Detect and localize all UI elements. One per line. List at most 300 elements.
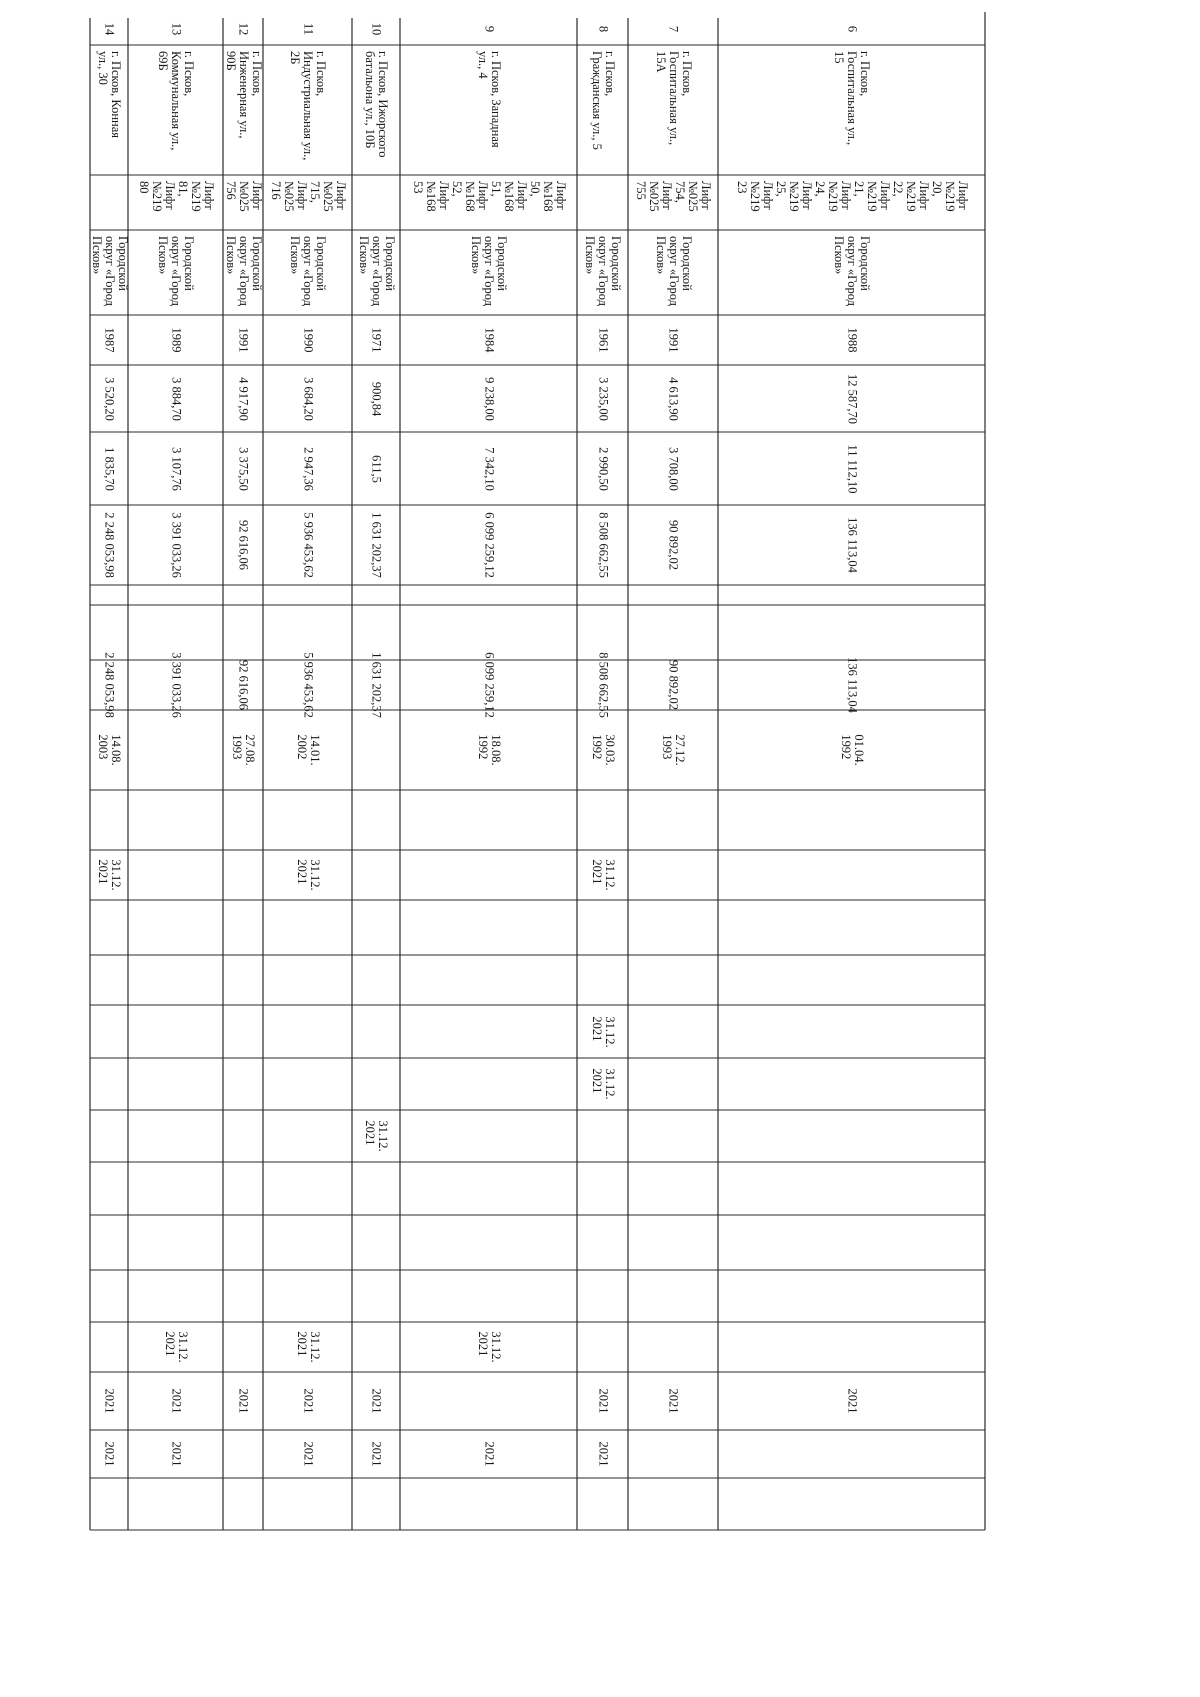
cell-text: Городской округ «Город Псков» — [223, 236, 264, 307]
cell-year_b-8 — [577, 1430, 628, 1478]
cell-text: 1971 — [369, 327, 384, 353]
cell-text: 6 099 259,12 — [482, 512, 496, 578]
cell-c4-10 — [352, 790, 400, 850]
cell-municipality-6 — [718, 230, 985, 315]
cell-text: Лифт №219 81, Лифт №219 80 — [136, 181, 216, 212]
cell-text: 3 684,20 — [301, 376, 315, 421]
cell-date1-8 — [577, 710, 628, 790]
cell-c8-12 — [223, 1058, 263, 1110]
cell-c4-14 — [90, 790, 128, 850]
cell-elevators-14 — [90, 175, 128, 230]
cell-cost-6 — [718, 505, 985, 585]
cell-num-6 — [718, 12, 985, 45]
cell-c12-12 — [223, 1270, 263, 1322]
cell-c2-12 — [223, 605, 263, 660]
cell-elevators-10 — [352, 175, 400, 230]
cell-living_area-9 — [400, 432, 577, 505]
cell-cost2-13 — [128, 652, 223, 718]
cell-c10-6 — [718, 1162, 985, 1215]
cell-year-6 — [718, 315, 985, 365]
cell-c11-7 — [628, 1215, 718, 1270]
cell-year-11 — [263, 315, 352, 365]
cell-c8-10 — [352, 1058, 400, 1110]
cell-date2-13 — [128, 850, 223, 900]
cell-text: г. Псков, Западная ул., 4 — [475, 51, 503, 148]
cell-num-11 — [263, 12, 352, 45]
cell-c12-13 — [128, 1270, 223, 1322]
cell-c5-10 — [352, 900, 400, 955]
cell-text: 31.12. 2021 — [363, 1120, 390, 1152]
cell-c4-12 — [223, 790, 263, 850]
cell-text: 3 107,76 — [169, 446, 183, 491]
cell-address-6 — [718, 45, 985, 175]
cell-text: 31.12. 2021 — [475, 1331, 503, 1363]
cell-c4-9 — [400, 790, 577, 850]
cell-text: 900,84 — [369, 381, 384, 416]
cell-year_b-11 — [263, 1430, 352, 1478]
cell-text: г. Псков, Коммунальная ул., 69Б — [156, 51, 196, 151]
cell-c1-9 — [400, 585, 577, 605]
cell-text: 2 990,50 — [596, 446, 610, 491]
cell-cost2-7 — [628, 660, 718, 710]
cell-living_area-8 — [577, 432, 628, 505]
cell-municipality-10 — [352, 230, 400, 315]
cell-c11-8 — [577, 1215, 628, 1270]
cell-c10-11 — [263, 1162, 352, 1215]
cell-text: 27.12. 1993 — [660, 734, 687, 766]
cell-address-8 — [577, 45, 628, 175]
cell-text: 7 342,10 — [482, 446, 496, 491]
cell-text: г. Псков, Конная ул., 30 — [96, 51, 123, 139]
cell-year_a-13 — [128, 1372, 223, 1430]
cell-text: г. Псков, Инженерная ул., 90Б — [223, 51, 264, 139]
cell-c1-7 — [628, 585, 718, 605]
cell-text: 136 113,04 — [845, 657, 859, 713]
cell-living_area-6 — [718, 432, 985, 505]
cell-text: 2021 — [596, 1441, 610, 1467]
cell-text: 31.12. 2021 — [589, 1015, 617, 1048]
cell-text: 8 — [596, 25, 610, 32]
cell-text: 31.12. 2021 — [162, 1331, 190, 1363]
cell-year_a-12 — [223, 1372, 263, 1430]
cell-c1-14 — [90, 585, 128, 605]
cell-elevators-8 — [577, 175, 628, 230]
cell-living_area-7 — [628, 432, 718, 505]
cell-text: 4 917,90 — [236, 376, 251, 421]
cell-text: 1961 — [596, 327, 610, 353]
cell-year_b-10 — [352, 1430, 400, 1478]
cell-text: Городской округ «Город Псков» — [288, 236, 328, 307]
cell-c6-11 — [263, 955, 352, 1005]
cell-cost2-6 — [718, 657, 985, 713]
cell-text: 2021 — [169, 1388, 183, 1414]
cell-c13-8 — [577, 1322, 628, 1372]
cell-text: 1989 — [169, 327, 183, 353]
cell-text: 2021 — [482, 1441, 496, 1467]
cell-text: 1 631 202,37 — [369, 512, 384, 578]
cell-num-7 — [628, 12, 718, 45]
cell-total_area-10 — [352, 365, 400, 432]
cell-c10-13 — [128, 1162, 223, 1215]
cell-year-7 — [628, 315, 718, 365]
cell-total_area-11 — [263, 365, 352, 432]
cell-c2-6 — [718, 605, 985, 660]
cell-c4-11 — [263, 790, 352, 850]
cell-c12-14 — [90, 1270, 128, 1322]
cell-cost2-12 — [223, 660, 263, 710]
cell-cost-7 — [628, 505, 718, 585]
cell-text: 2021 — [596, 1388, 610, 1414]
cell-cost-9 — [400, 505, 577, 585]
cell-c7-7 — [628, 1005, 718, 1058]
cell-text: 8 508 662,55 — [596, 652, 610, 718]
cell-c9-12 — [223, 1110, 263, 1162]
cell-year_a-6 — [718, 1372, 985, 1430]
cell-cost-12 — [223, 505, 263, 585]
cell-text: 611,5 — [369, 454, 384, 483]
cell-c5-6 — [718, 900, 985, 955]
cell-num-9 — [400, 12, 577, 45]
cell-municipality-9 — [400, 230, 577, 315]
cell-text: 14 — [102, 22, 117, 35]
cell-c1-11 — [263, 585, 352, 605]
cell-c10-8 — [577, 1162, 628, 1215]
cell-year_a-10 — [352, 1372, 400, 1430]
cell-elevators-6 — [718, 175, 985, 230]
cell-year_a-11 — [263, 1372, 352, 1430]
cell-year-10 — [352, 315, 400, 365]
cell-c13-9 — [400, 1322, 577, 1372]
cell-text: 92 616,06 — [236, 520, 251, 570]
cell-c9-8 — [577, 1110, 628, 1162]
cell-text: 2 248 053,98 — [102, 512, 117, 578]
cell-c11-14 — [90, 1215, 128, 1270]
cell-address-7 — [628, 45, 718, 175]
cell-text: Лифт №168 50, Лифт №168 51, Лифт №168 52, Лифт №168 53 — [410, 181, 568, 212]
cell-date2-9 — [400, 850, 577, 900]
cell-total_area-8 — [577, 365, 628, 432]
cell-text: Лифт №025 715, Лифт №025 716 — [268, 181, 348, 212]
cell-c13-13 — [128, 1322, 223, 1372]
cell-c7-6 — [718, 1005, 985, 1058]
cell-c11-6 — [718, 1215, 985, 1270]
cell-c8-13 — [128, 1058, 223, 1110]
cell-text: 1 631 202,37 — [369, 652, 384, 718]
cell-address-9 — [400, 45, 577, 175]
cell-text: Лифт №219 20, Лифт №219 22, Лифт №219 21, Лифт №219 24, Лифт №219 25, Лифт №219 23 — [734, 181, 970, 212]
cell-text: 12 — [236, 22, 251, 35]
cell-text: 2021 — [369, 1441, 384, 1467]
cell-c7-11 — [263, 1005, 352, 1058]
cell-c10-12 — [223, 1162, 263, 1215]
cell-text: 1988 — [845, 327, 859, 353]
cell-text: Городской округ «Город Псков» — [583, 236, 623, 307]
cell-text: 3 391 033,26 — [169, 652, 183, 718]
cell-text: Городской округ «Город Псков» — [469, 236, 509, 307]
cell-text: 2021 — [102, 1388, 117, 1414]
cell-living_area-14 — [90, 432, 128, 505]
cell-elevators-9 — [400, 175, 577, 230]
cell-text: 3 884,70 — [169, 376, 183, 421]
cell-total_area-6 — [718, 365, 985, 432]
cell-c5-12 — [223, 900, 263, 955]
cell-c5-9 — [400, 900, 577, 955]
cell-municipality-8 — [577, 230, 628, 315]
cell-c6-12 — [223, 955, 263, 1005]
cell-c6-7 — [628, 955, 718, 1005]
cell-address-12 — [223, 45, 263, 175]
cell-c6-6 — [718, 955, 985, 1005]
cell-c13-14 — [90, 1322, 128, 1372]
cell-c5-7 — [628, 900, 718, 955]
cell-c4-8 — [577, 790, 628, 850]
cell-c10-9 — [400, 1162, 577, 1215]
cell-living_area-13 — [128, 432, 223, 505]
cell-c5-11 — [263, 900, 352, 955]
cell-date1-6 — [718, 710, 985, 790]
cell-year_b-7 — [628, 1430, 718, 1478]
cell-text: 27.08. 1993 — [230, 734, 257, 766]
cell-municipality-7 — [628, 230, 718, 315]
cell-c11-13 — [128, 1215, 223, 1270]
cell-address-14 — [90, 45, 128, 175]
cell-c4-6 — [718, 790, 985, 850]
cell-text: 30.03. 1992 — [589, 734, 617, 766]
cell-year_a-7 — [628, 1372, 718, 1430]
cell-date2-7 — [628, 850, 718, 900]
cell-living_area-10 — [352, 432, 400, 505]
cell-text: 10 — [369, 22, 384, 35]
cell-text: 1987 — [102, 327, 117, 353]
cell-c8-11 — [263, 1058, 352, 1110]
cell-c12-11 — [263, 1270, 352, 1322]
cell-total_area-9 — [400, 365, 577, 432]
cell-cost-13 — [128, 505, 223, 585]
cell-c12-10 — [352, 1270, 400, 1322]
cell-c13-12 — [223, 1322, 263, 1372]
cell-total_area-12 — [223, 365, 263, 432]
cell-cost-11 — [263, 505, 352, 585]
cell-year-14 — [90, 315, 128, 365]
cell-c12-8 — [577, 1270, 628, 1322]
cell-text: 3 708,00 — [666, 446, 681, 491]
cell-date2-14 — [90, 850, 128, 900]
cell-text: г. Псков, Индустриальная ул., 2Б — [288, 51, 328, 161]
cell-c7-9 — [400, 1005, 577, 1058]
cell-c10-14 — [90, 1162, 128, 1215]
cell-c9-11 — [263, 1110, 352, 1162]
cell-text: 9 238,00 — [482, 376, 496, 421]
cell-elevators-12 — [223, 175, 263, 230]
cell-text: 90 892,02 — [666, 520, 681, 570]
cell-text: 7 — [666, 25, 681, 32]
cell-c11-12 — [223, 1215, 263, 1270]
cell-year_b-9 — [400, 1430, 577, 1478]
cell-c1-12 — [223, 585, 263, 605]
cell-text: 18.08. 1992 — [475, 734, 503, 766]
cell-c9-9 — [400, 1110, 577, 1162]
cell-c5-13 — [128, 900, 223, 955]
cell-text: 31.12. 2021 — [294, 859, 322, 891]
cell-c6-8 — [577, 955, 628, 1005]
cell-date1-13 — [128, 710, 223, 790]
cell-date1-7 — [628, 710, 718, 790]
cell-text: 6 099 259,12 — [482, 652, 496, 718]
cell-c11-9 — [400, 1215, 577, 1270]
cell-c1-6 — [718, 585, 985, 605]
cell-c13-11 — [263, 1322, 352, 1372]
cell-c13-6 — [718, 1322, 985, 1372]
cell-living_area-12 — [223, 432, 263, 505]
cell-text: 11 — [301, 22, 315, 35]
cell-text: Лифт №025 756 — [223, 181, 264, 212]
cell-total_area-7 — [628, 365, 718, 432]
cell-c10-10 — [352, 1162, 400, 1215]
cell-municipality-12 — [223, 230, 263, 315]
cell-text: 2021 — [169, 1441, 183, 1467]
cell-cost-14 — [90, 505, 128, 585]
cell-c7-13 — [128, 1005, 223, 1058]
cell-text: Городской округ «Город Псков» — [653, 236, 694, 307]
cell-address-13 — [128, 45, 223, 175]
cell-c7-14 — [90, 1005, 128, 1058]
cell-elevators-7 — [628, 175, 718, 230]
cell-c9-6 — [718, 1110, 985, 1162]
cell-c10-7 — [628, 1162, 718, 1215]
cell-text: 01.04. 1992 — [838, 734, 866, 766]
cell-num-10 — [352, 12, 400, 45]
cell-date1-14 — [90, 710, 128, 790]
cell-text: Городской округ «Город Псков» — [832, 236, 872, 307]
cell-text: 1 835,70 — [102, 446, 117, 491]
cell-c2-7 — [628, 605, 718, 660]
cell-date2-6 — [718, 850, 985, 900]
cell-text: 2 248 053,98 — [102, 652, 117, 718]
cell-num-8 — [577, 12, 628, 45]
cell-address-10 — [352, 45, 400, 175]
cell-cost-8 — [577, 505, 628, 585]
cell-text: 2021 — [666, 1388, 681, 1414]
cell-cost2-8 — [577, 652, 628, 718]
cell-c1-10 — [352, 585, 400, 605]
cell-c9-14 — [90, 1110, 128, 1162]
cell-c8-9 — [400, 1058, 577, 1110]
cell-text: 1991 — [236, 327, 251, 353]
cell-text: 31.12. 2021 — [589, 859, 617, 891]
cell-text: Городской округ «Город Псков» — [356, 236, 397, 307]
cell-year_a-9 — [400, 1372, 577, 1430]
cell-num-13 — [128, 12, 223, 45]
cell-text: 90 892,02 — [666, 660, 681, 710]
cell-c4-13 — [128, 790, 223, 850]
cell-c13-7 — [628, 1322, 718, 1372]
cell-municipality-14 — [90, 230, 128, 315]
cell-text: 9 — [482, 25, 496, 32]
cell-text: 14.08. 2003 — [96, 734, 123, 766]
cell-text: Лифт №025 754, Лифт №025 755 — [634, 181, 713, 212]
cell-total_area-14 — [90, 365, 128, 432]
cell-text: 3 520,20 — [102, 376, 117, 421]
cell-elevators-11 — [263, 175, 352, 230]
cell-text: 13 — [169, 22, 183, 35]
cell-cost2-11 — [263, 652, 352, 718]
cell-text: 2 947,36 — [301, 446, 315, 491]
cell-c12-7 — [628, 1270, 718, 1322]
cell-text: 8 508 662,55 — [596, 512, 610, 578]
cell-date1-11 — [263, 710, 352, 790]
cell-text: 2021 — [102, 1441, 117, 1467]
cell-text: 1991 — [666, 327, 681, 353]
cell-municipality-11 — [263, 230, 352, 315]
cell-date1-12 — [223, 710, 263, 790]
cell-text: 4 613,90 — [666, 376, 681, 421]
cell-c6-10 — [352, 955, 400, 1005]
cell-year_a-14 — [90, 1372, 128, 1430]
cell-c8-14 — [90, 1058, 128, 1110]
cell-c6-14 — [90, 955, 128, 1005]
cell-date2-10 — [352, 850, 400, 900]
cell-text: 6 — [845, 25, 859, 32]
cell-year-12 — [223, 315, 263, 365]
cell-num-14 — [90, 12, 128, 45]
cell-num-12 — [223, 12, 263, 45]
cell-c7-8 — [577, 1005, 628, 1058]
cell-c11-10 — [352, 1215, 400, 1270]
cell-date2-8 — [577, 850, 628, 900]
cell-text: 136 113,04 — [845, 517, 859, 573]
cell-year_b-13 — [128, 1430, 223, 1478]
cell-text: 3 391 033,26 — [169, 512, 183, 578]
cell-date1-9 — [400, 710, 577, 790]
cell-c7-10 — [352, 1005, 400, 1058]
cell-c5-14 — [90, 900, 128, 955]
cell-text: 12 587,70 — [845, 373, 859, 424]
cell-date1-10 — [352, 710, 400, 790]
cell-text: 14.01. 2002 — [294, 734, 322, 766]
cell-c9-7 — [628, 1110, 718, 1162]
cell-text: 11 112,10 — [845, 443, 859, 494]
cell-c12-6 — [718, 1270, 985, 1322]
cell-text: 31.12. 2021 — [589, 1068, 617, 1100]
cell-cost-10 — [352, 505, 400, 585]
cell-year-13 — [128, 315, 223, 365]
cell-text: 3 235,00 — [596, 376, 610, 421]
cell-living_area-11 — [263, 432, 352, 505]
cell-c13-10 — [352, 1322, 400, 1372]
cell-year_b-6 — [718, 1430, 985, 1478]
cell-text: г. Псков, Госпитальная ул., 15А — [653, 51, 694, 146]
cell-text: 31.12. 2021 — [294, 1331, 322, 1363]
cell-year_b-14 — [90, 1430, 128, 1478]
cell-c6-13 — [128, 955, 223, 1005]
cell-c5-8 — [577, 900, 628, 955]
cell-municipality-13 — [128, 230, 223, 315]
cell-text: г. Псков, Ижорского батальона ул., 10Б — [363, 51, 390, 158]
cell-c8-6 — [718, 1058, 985, 1110]
cell-c7-12 — [223, 1005, 263, 1058]
cell-cost2-10 — [352, 652, 400, 718]
cell-c8-7 — [628, 1058, 718, 1110]
cell-c4-7 — [628, 790, 718, 850]
cell-date2-11 — [263, 850, 352, 900]
cell-text: 2021 — [301, 1388, 315, 1414]
cell-cost2-14 — [90, 652, 128, 718]
cell-text: 92 616,06 — [236, 660, 251, 710]
cell-c9-13 — [128, 1110, 223, 1162]
cell-text: 2021 — [845, 1388, 859, 1414]
cell-text: 2021 — [301, 1441, 315, 1467]
cell-text: 5 936 453,62 — [301, 652, 315, 718]
